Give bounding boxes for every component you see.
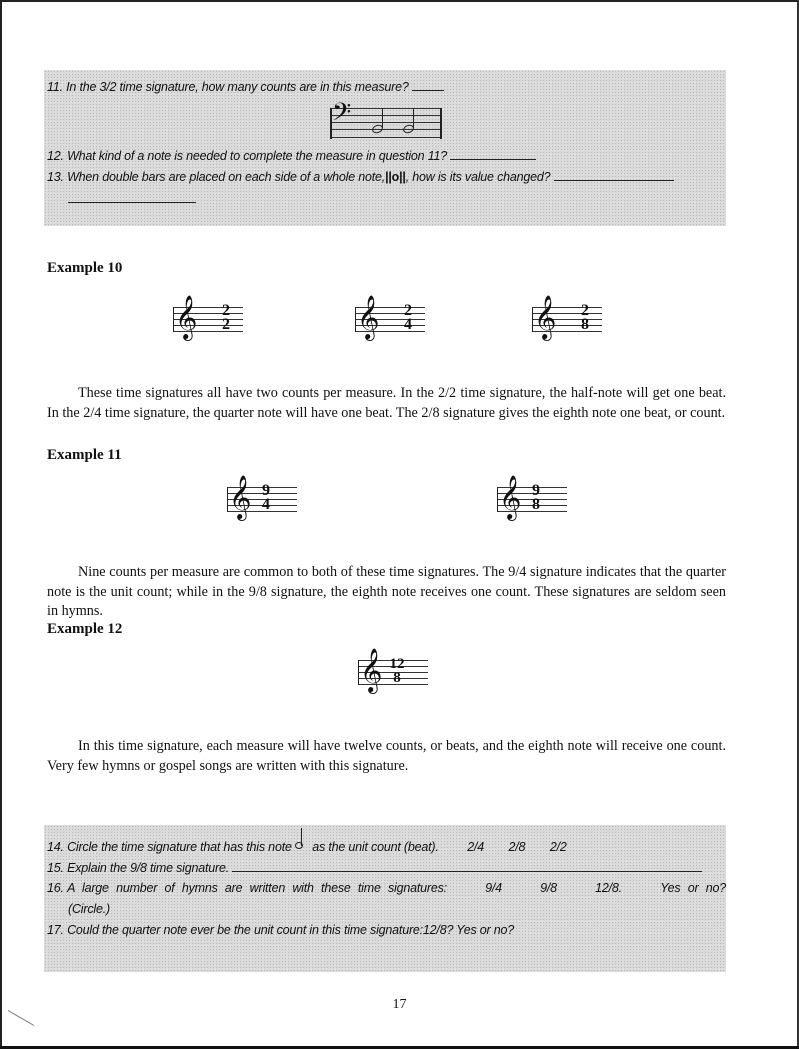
- yes-or-no-prompt[interactable]: Yes or no?: [660, 881, 726, 895]
- question-text: Explain the 9/8 time signature.: [67, 861, 230, 875]
- half-note-icon: [295, 840, 309, 854]
- option-2-4[interactable]: 2/4: [467, 840, 484, 854]
- answer-blank-15[interactable]: [232, 861, 702, 872]
- question-number: 13.: [47, 170, 64, 184]
- time-signature-9-4: 𝄞 9 4: [227, 487, 297, 511]
- answer-blank-13a[interactable]: [554, 170, 674, 181]
- option-12-8[interactable]: 12/8.: [595, 881, 622, 895]
- page-number: 17: [392, 997, 407, 1012]
- example-10-paragraph: These time signatures all have two counts per measure. In the 2/2 time signature, the half-note will get one beat. In the 2/4 time signature, the quarter note will have one beat. The 2/8 signature gives the eighth note one beat, or count.: [47, 385, 726, 421]
- time-signature-12-8: 𝄞 12 8: [358, 660, 428, 684]
- treble-clef-icon: 𝄞: [175, 295, 198, 339]
- page-border-top: [0, 0, 799, 2]
- example-12-paragraph: In this time signature, each measure will have twelve counts, or beats, and the eighth note will receive one count. Very few hymns or gospel songs are written with this signature.: [47, 738, 726, 774]
- question-number: 17.: [47, 923, 64, 937]
- example-12-heading: Example 12: [47, 621, 123, 637]
- treble-clef-icon: 𝄞: [229, 475, 252, 519]
- note-stem: [413, 108, 414, 128]
- double-bar-whole-note-icon: ||o||: [385, 170, 406, 184]
- option-9-8[interactable]: 9/8: [540, 881, 557, 895]
- question-14: [47, 840, 567, 854]
- bass-clef-icon: 𝄢: [332, 98, 352, 133]
- question-text: In the 3/2 time signature, how many counts are in this measure?: [66, 80, 409, 94]
- question-number: 11.: [47, 80, 63, 94]
- page-border-left: [0, 0, 2, 1049]
- question-11: [47, 80, 444, 94]
- treble-clef-icon: 𝄞: [357, 295, 380, 339]
- option-9-4[interactable]: 9/4: [485, 881, 502, 895]
- time-signature-2-4: 𝄞 2 4: [355, 307, 425, 331]
- answer-blank-13b[interactable]: [68, 192, 196, 203]
- question-number: 14.: [47, 840, 64, 854]
- treble-clef-icon: 𝄞: [534, 295, 557, 339]
- time-signature-9-8: 𝄞 9 8: [497, 487, 567, 511]
- question-number: 15.: [47, 861, 64, 875]
- question-text: When double bars are placed on each side of a whole note,: [67, 170, 386, 184]
- answer-blank-11[interactable]: [412, 80, 444, 91]
- option-2-8[interactable]: 2/8: [508, 840, 526, 854]
- question-text: What kind of a note is needed to complete the measure in question 11?: [67, 149, 448, 163]
- time-signature-2-2: 𝄞 2 2: [173, 307, 243, 331]
- question-16-continuation: (Circle.): [68, 902, 110, 916]
- treble-clef-icon: 𝄞: [499, 475, 522, 519]
- bass-staff-measure: [330, 98, 442, 138]
- question-17: [47, 923, 514, 937]
- example-11-paragraph: Nine counts per measure are common to both of these time signatures. The 9/4 signature indicates that the quarter note is the unit count; while in the 9/8 signature, the eighth note receives one count. These signatures are seldom seen in hymns.: [47, 564, 726, 619]
- question-16: [47, 881, 726, 895]
- time-signature-2-8: 𝄞 2 8: [532, 307, 602, 331]
- answer-blank-12[interactable]: [450, 149, 536, 160]
- question-number: 12.: [47, 149, 64, 163]
- treble-clef-icon: 𝄞: [360, 648, 383, 692]
- question-number: 16.: [47, 881, 64, 895]
- example-10-heading: Example 10: [47, 260, 123, 276]
- question-text: Could the quarter note ever be the unit count in this time signature:12/8? Yes or no?: [67, 923, 515, 937]
- option-2-2[interactable]: 2/2: [549, 840, 567, 854]
- example-11-heading: Example 11: [47, 447, 122, 463]
- note-stem: [382, 108, 383, 128]
- question-13: [47, 170, 674, 184]
- half-note-icon: [371, 123, 384, 134]
- question-13-continuation: [68, 192, 196, 206]
- half-note-icon: [402, 123, 415, 134]
- question-text: as the unit count (beat).: [312, 840, 439, 854]
- question-text: , how is its value changed?: [405, 170, 551, 184]
- question-12: [47, 149, 536, 163]
- question-text: Circle the time signature that has this note: [67, 840, 292, 854]
- question-text: A large number of hymns are written with these time signatures:: [67, 881, 447, 895]
- question-15: [47, 861, 702, 875]
